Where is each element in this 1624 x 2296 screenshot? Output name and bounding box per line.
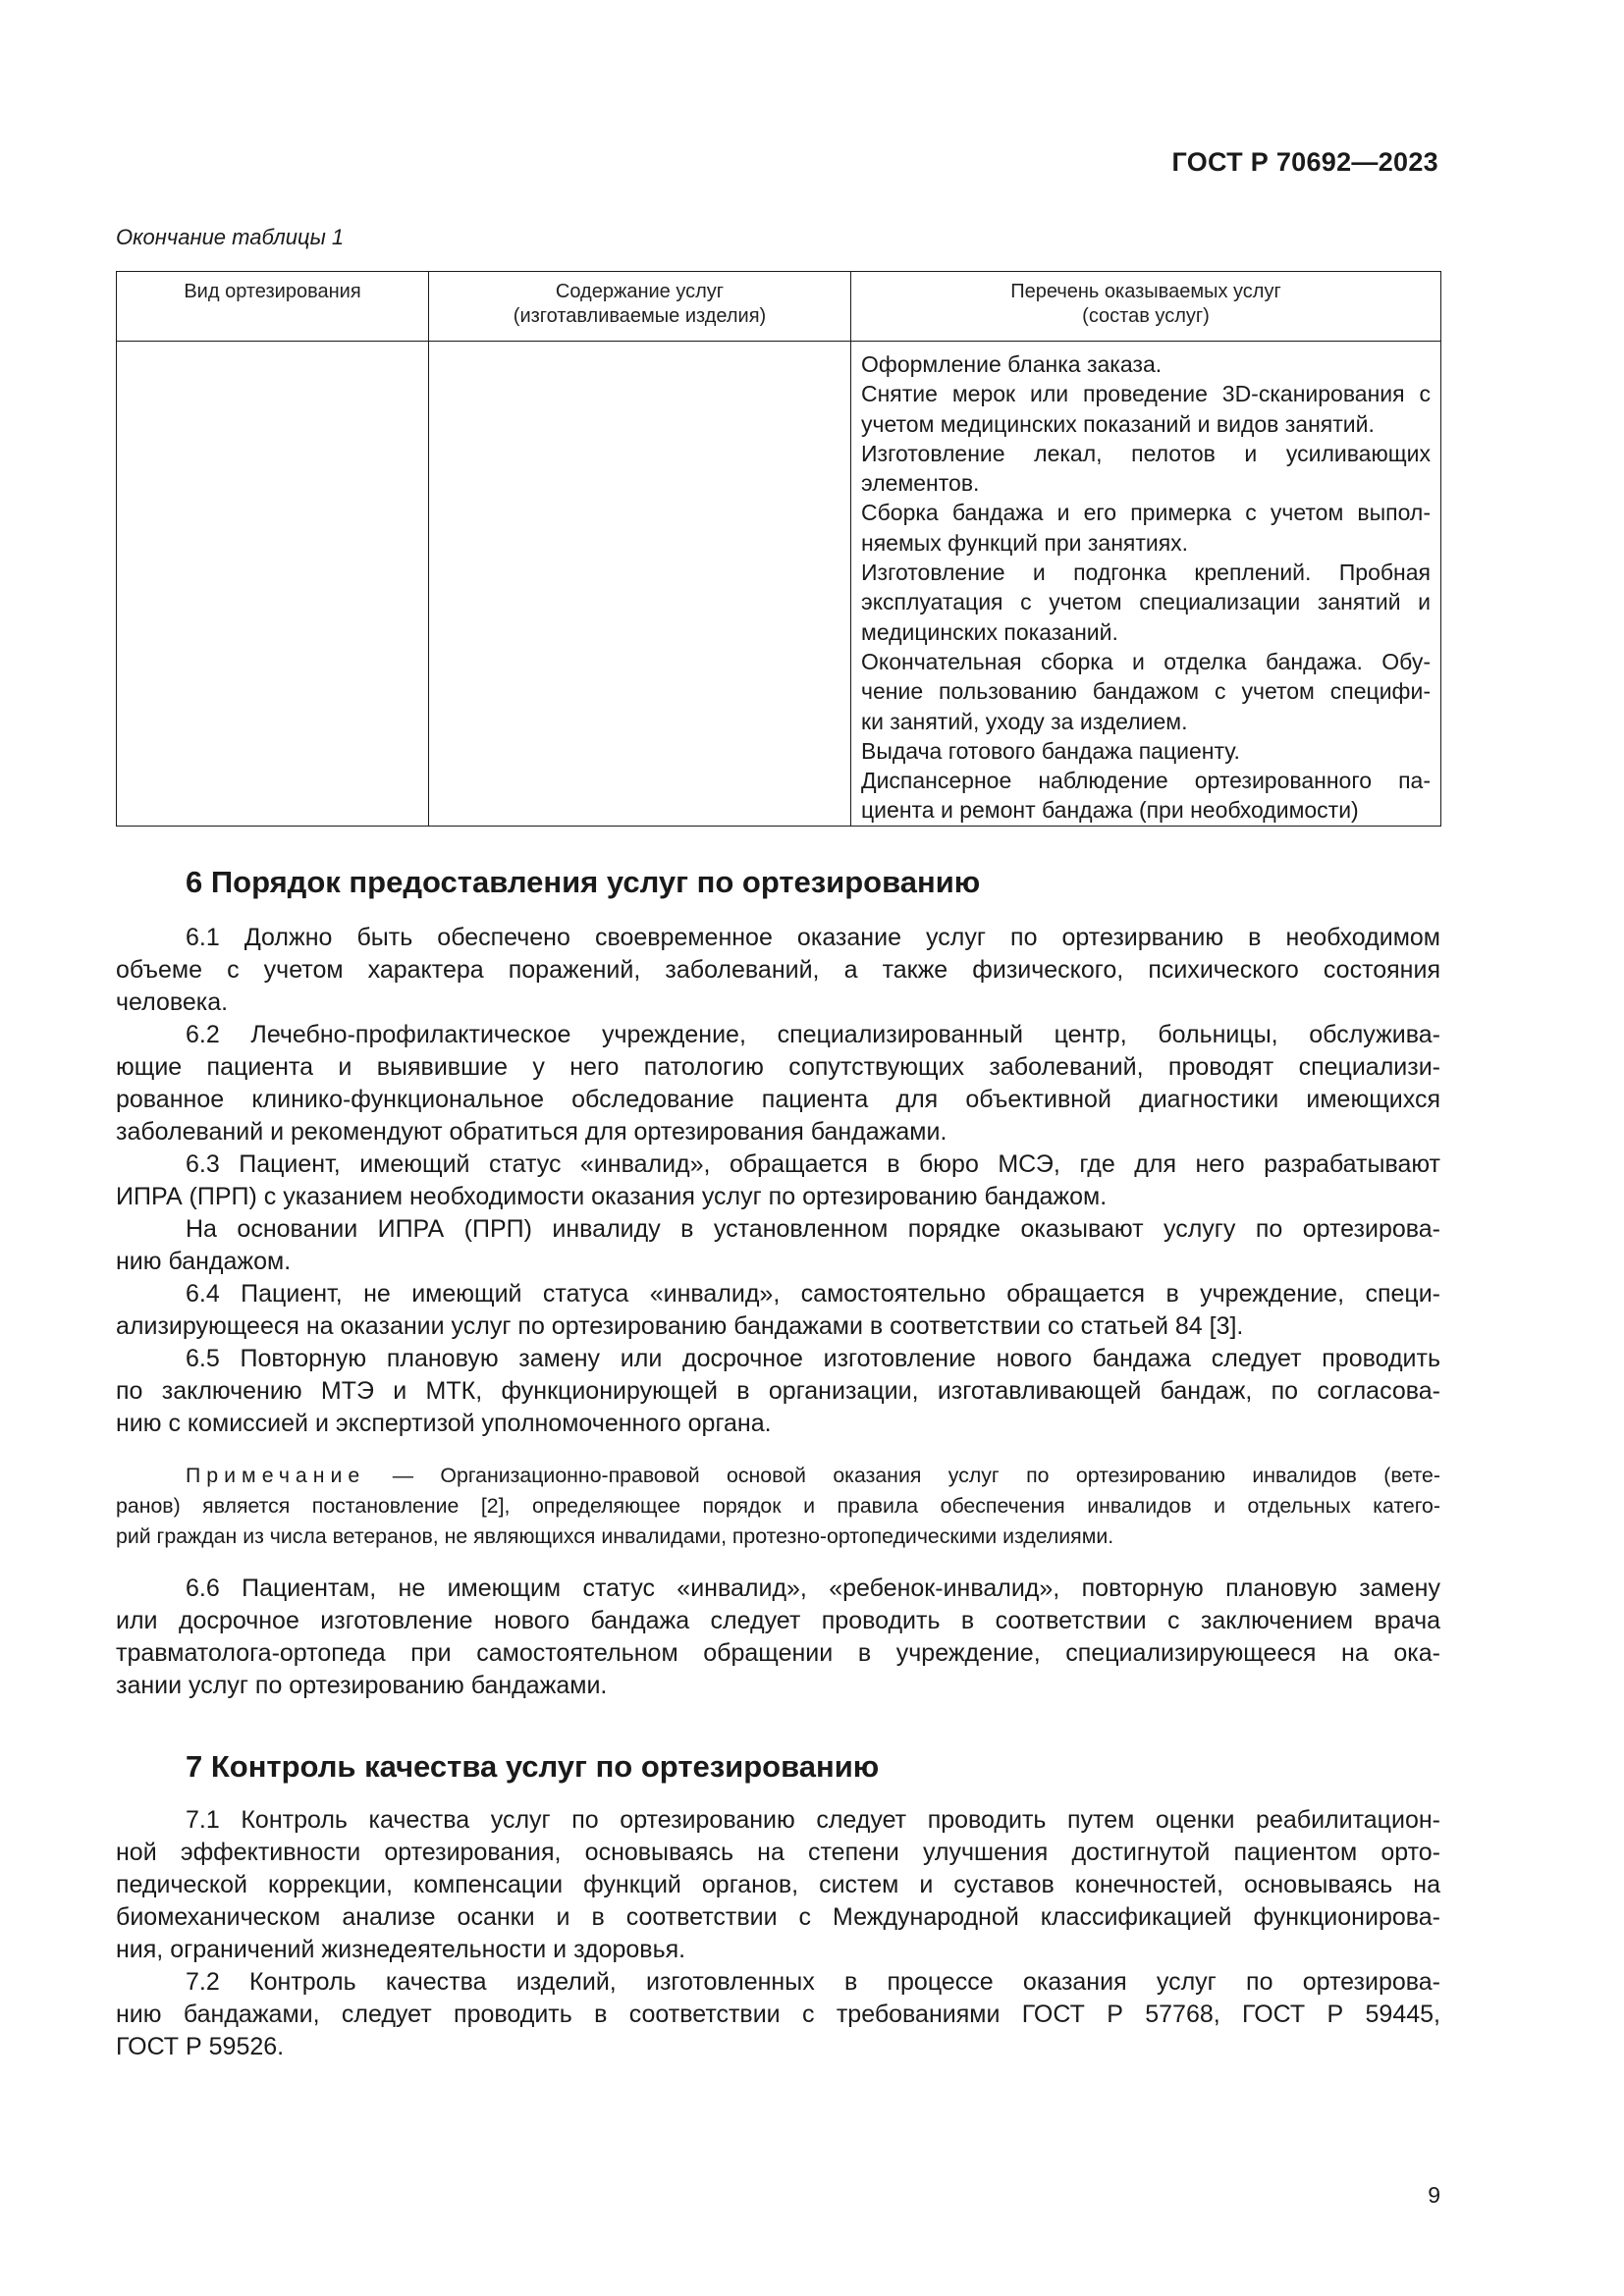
service-list-line: Оформление бланка заказа. xyxy=(861,351,1163,377)
header-line: (изготавливаемые изделия) xyxy=(513,305,767,327)
paragraph-line: 7.2 Контроль качества изделий, изготовленных в процессе оказания услуг по ортезирова- xyxy=(186,1968,1440,1996)
section-6-heading: 6 Порядок предоставления услуг по ортезированию xyxy=(186,865,981,899)
paragraph-6-2 xyxy=(116,1019,1440,1148)
services-table xyxy=(116,271,1441,827)
note-line: ранов) является постановление [2], определяющее порядок и правила обеспечения инвалидов и отдельных катего- xyxy=(116,1494,1440,1518)
page-number: 9 xyxy=(1428,2182,1440,2208)
paragraph-6-5 xyxy=(116,1343,1440,1440)
service-list-line: Снятие мерок или проведение 3D-сканирования с xyxy=(861,381,1431,407)
note xyxy=(116,1461,1440,1552)
paragraph-line: зании услуг по ортезированию бандажами. xyxy=(116,1672,608,1699)
paragraph-line: травматолога-ортопеда при самостоятельном обращении в учреждение, специализирующееся на ока- xyxy=(116,1639,1440,1667)
paragraph-6-1 xyxy=(116,922,1440,1019)
table-header-row xyxy=(117,272,1441,342)
paragraph-line: нию бандажом. xyxy=(116,1248,292,1275)
header-line: (состав услуг) xyxy=(1082,305,1210,327)
column-header-service-content xyxy=(429,272,851,342)
paragraph-line: 6.6 Пациентам, не имеющим статус «инвалид», «ребенок-инвалид», повторную плановую замену xyxy=(186,1575,1440,1602)
paragraph-7-1 xyxy=(116,1804,1440,1966)
paragraph-line: 6.5 Повторную плановую замену или досрочное изготовление нового бандажа следует проводить xyxy=(186,1345,1440,1372)
paragraph-line: заболеваний и рекомендуют обратиться для ортезирования бандажами. xyxy=(116,1118,947,1146)
paragraph-6-6 xyxy=(116,1573,1440,1702)
note-label: Примечание xyxy=(186,1464,366,1487)
document-code: ГОСТ Р 70692—2023 xyxy=(1171,147,1438,177)
paragraph-line: нию бандажами, следует проводить в соответствии с требованиями ГОСТ Р 57768, ГОСТ Р 59445, xyxy=(116,2001,1440,2028)
paragraph-line: 6.1 Должно быть обеспечено своевременное оказание услуг по ортезирванию в необходимом xyxy=(186,924,1440,951)
paragraph-line: ГОСТ Р 59526. xyxy=(116,2033,285,2060)
table-caption: Окончание таблицы 1 xyxy=(116,225,345,249)
column-header-orthosis-type xyxy=(117,272,429,342)
paragraph-line: или досрочное изготовление нового бандажа следует проводить в соответствии с заключением врача xyxy=(116,1607,1440,1634)
paragraph-line: 6.3 Пациент, имеющий статус «инвалид», обращается в бюро МСЭ, где для него разрабатывают xyxy=(186,1150,1440,1178)
service-list-line: эксплуатация с учетом специализации занятий и xyxy=(861,589,1431,615)
paragraph-7-2 xyxy=(116,1966,1440,2063)
note-text: — Организационно-правовой основой оказания услуг по ортезированию инвалидов (вете- xyxy=(365,1464,1440,1487)
service-list-line: Изготовление и подгонка креплений. Пробная xyxy=(861,560,1431,586)
header-line: Вид ортезирования xyxy=(184,281,361,302)
service-list-line: Выдача готового бандажа пациенту. xyxy=(861,737,1240,764)
paragraph-line: ющие пациента и выявившие у него патологию сопутствующих заболеваний, проводят специализи- xyxy=(116,1053,1440,1081)
service-list-line: чение пользованию бандажом с учетом специфи- xyxy=(861,678,1431,705)
paragraph-line: рованное клинико-функциональное обследование пациента для объективной диагностики имеющихся xyxy=(116,1086,1440,1113)
paragraph-line: нию с комиссией и экспертизой уполномоченного органа. xyxy=(116,1410,772,1437)
header-line: Содержание услуг xyxy=(555,281,725,302)
table-row xyxy=(117,342,1441,827)
service-list-line: Сборка бандажа и его примерка с учетом выпол- xyxy=(861,500,1431,526)
paragraph-line: биомеханическом анализе осанки и в соответствии с Международной классификацией функционирова- xyxy=(116,1903,1440,1931)
paragraph-6-4 xyxy=(116,1278,1440,1343)
note-line xyxy=(116,1461,1440,1491)
paragraph-line: ИПРА (ПРП) с указанием необходимости оказания услуг по ортезированию бандажом. xyxy=(116,1183,1108,1210)
section-7-heading: 7 Контроль качества услуг по ортезированию xyxy=(186,1749,880,1784)
paragraph-line: ной эффективности ортезирования, основываясь на степени улучшения достигнутой пациентом орто- xyxy=(116,1839,1440,1866)
note-line: рий граждан из числа ветеранов, не являющихся инвалидами, протезно-ортопедическими изделиями. xyxy=(116,1524,1114,1548)
paragraph-line: педической коррекции, компенсации функций органов, систем и суставов конечностей, основываясь на xyxy=(116,1871,1440,1898)
paragraph-line: человека. xyxy=(116,988,229,1016)
paragraph-6-3-continued xyxy=(116,1213,1440,1278)
table-cell-service-content xyxy=(429,342,851,827)
paragraph-line: 6.2 Лечебно-профилактическое учреждение, специализированный центр, больницы, обслужива- xyxy=(186,1021,1440,1048)
table-cell-orthosis-type xyxy=(117,342,429,827)
paragraph-6-3 xyxy=(116,1148,1440,1213)
paragraph-line: ализирующееся на оказании услуг по ортезированию бандажами в соответствии со статьей 84 [3]. xyxy=(116,1312,1244,1340)
service-list-line: Изготовление лекал, пелотов и усиливающих xyxy=(861,440,1431,466)
paragraph-line: по заключению МТЭ и МТК, функционирующей в организации, изготавливающей бандаж, по согласова- xyxy=(116,1377,1440,1405)
service-list-line: элементов. xyxy=(861,470,980,497)
paragraph-line: ния, ограничений жизнедеятельности и здоровья. xyxy=(116,1936,686,1963)
paragraph-line: На основании ИПРА (ПРП) инвалиду в установленном порядке оказывают услугу по ортезирова- xyxy=(186,1215,1440,1243)
paragraph-line: 7.1 Контроль качества услуг по ортезированию следует проводить путем оценки реабилитацион- xyxy=(186,1806,1440,1834)
service-list-line: няемых функций при занятиях. xyxy=(861,529,1189,556)
service-list-line: ки занятий, уходу за изделием. xyxy=(861,708,1188,734)
service-list-line: Окончательная сборка и отделка бандажа. Обу- xyxy=(861,648,1431,674)
column-header-service-list xyxy=(851,272,1441,342)
service-list-line: учетом медицинских показаний и видов занятий. xyxy=(861,410,1375,437)
table-cell-service-list xyxy=(851,342,1441,827)
header-line: Перечень оказываемых услуг xyxy=(1010,281,1281,302)
service-list-line: Диспансерное наблюдение ортезированного па- xyxy=(861,768,1431,794)
paragraph-line: объеме с учетом характера поражений, заболеваний, а также физического, психического состояния xyxy=(116,956,1440,984)
service-list-line: медицинских показаний. xyxy=(861,618,1118,645)
paragraph-line: 6.4 Пациент, не имеющий статуса «инвалид», самостоятельно обращается в учреждение, специ- xyxy=(186,1280,1440,1308)
service-list-line: циента и ремонт бандажа (при необходимости) xyxy=(861,797,1359,824)
